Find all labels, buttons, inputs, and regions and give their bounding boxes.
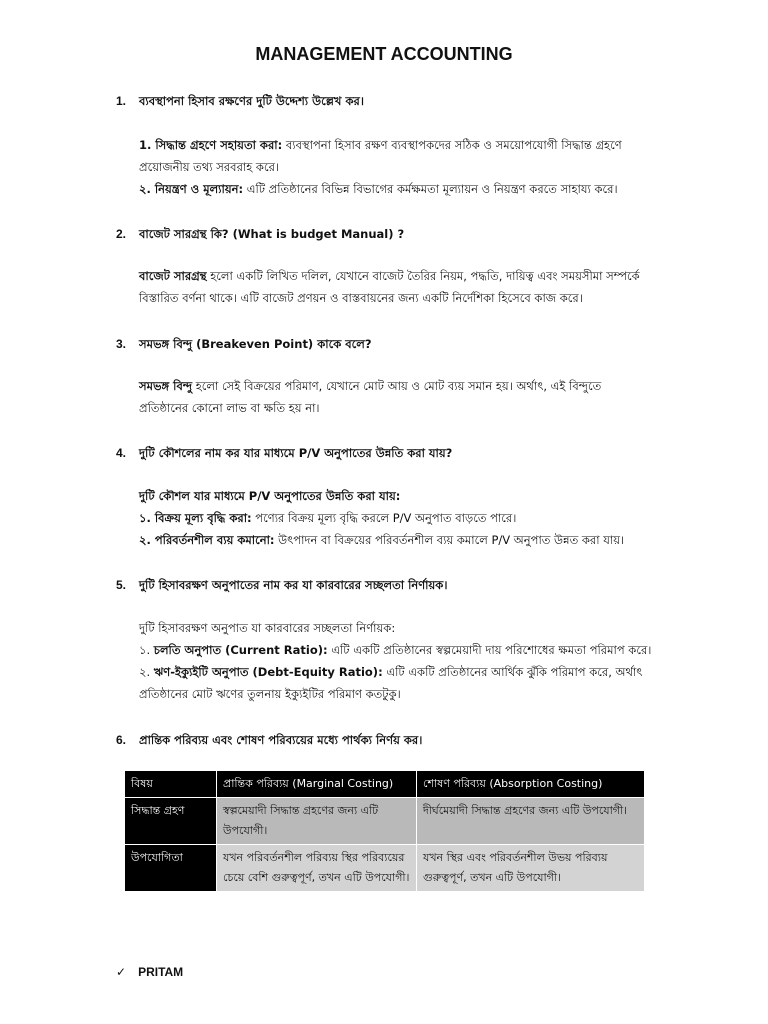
question-5: দুটি হিসাবরক্ষণ অনুপাতের নাম কর যা কারবারের সচ্ছলতা নির্ণায়ক। xyxy=(139,578,448,592)
question-number-6: 6. xyxy=(116,733,127,747)
table-header-marginal: প্রান্তিক পরিব্যয় (Marginal Costing) xyxy=(217,771,417,798)
answer-1-point-2-head: ২. নিয়ন্ত্রণ ও মূল্যায়ন: xyxy=(139,182,244,196)
answer-5-point-2-num: ২. xyxy=(139,665,154,679)
question-6: প্রান্তিক পরিব্যয় এবং শোষণ পরিব্যয়ের মধ্যে পার্থক্য নির্ণয় কর। xyxy=(139,733,423,747)
answer-5-point-2 xyxy=(139,661,679,683)
answer-4-intro: দুটি কৌশল যার মাধ্যমে P/V অনুপাতের উন্নতি করা যায়: xyxy=(139,489,401,503)
table-cell-absorption: যখন স্থির এবং পরিবর্তনশীল উভয় পরিব্যয় গুরুত্বপূর্ণ, তখন এটি উপযোগী। xyxy=(417,845,645,892)
question-number-5: 5. xyxy=(116,578,127,592)
table-cell-subject: সিদ্ধান্ত গ্রহণ xyxy=(125,798,217,845)
table-cell-absorption: দীর্ঘমেয়াদী সিদ্ধান্ত গ্রহণের জন্য এটি উপযোগী। xyxy=(417,798,645,845)
answer-5-intro: দুটি হিসাবরক্ষণ অনুপাত যা কারবারের সচ্ছলতা নির্ণায়ক: xyxy=(139,621,396,635)
question-1: ব্যবস্থাপনা হিসাব রক্ষণের দুটি উদ্দেশ্য উল্লেখ কর। xyxy=(139,94,364,108)
answer-5-point-2-head: ঋণ-ইক্যুইটি অনুপাত (Debt-Equity Ratio): xyxy=(153,665,383,679)
question-4: দুটি কৌশলের নাম কর যার মাধ্যমে P/V অনুপাতের উন্নতি করা যায়? xyxy=(139,446,453,460)
table-row xyxy=(125,798,645,845)
answer-3-line-1 xyxy=(139,375,679,397)
answer-5-point-1-head: চলতি অনুপাত (Current Ratio): xyxy=(153,643,328,657)
answer-4-point-2-head: ২. পরিবর্তনশীল ব্যয় কমানো: xyxy=(139,533,275,547)
answer-1-point-1-cont: প্রয়োজনীয় তথ্য সরবরাহ করে। xyxy=(139,160,280,174)
answer-3-line-2: প্রতিষ্ঠানের কোনো লাভ বা ক্ষতি হয় না। xyxy=(139,401,320,415)
answer-4-point-1-text: পণ্যের বিক্রয় মূল্য বৃদ্ধি করলে P/V অনুপাত বাড়তে পারে। xyxy=(251,511,517,525)
answer-2 xyxy=(139,265,679,309)
author-name: PRITAM xyxy=(138,965,184,979)
answer-4-point-1-head: ১. বিক্রয় মূল্য বৃদ্ধি করা: xyxy=(139,511,252,525)
question-number-4: 4. xyxy=(116,446,127,460)
answer-5-point-1-num: ১. xyxy=(139,643,154,657)
answer-2-text: হলো একটি লিখিত দলিল, যেখানে বাজেট তৈরির নিয়ম, পদ্ধতি, দায়িত্ব এবং সময়সীমা সম্পর্কে xyxy=(206,269,640,283)
answer-5 xyxy=(139,617,679,705)
question-3: সমভঙ্গ বিন্দু (Breakeven Point) কাকে বলে? xyxy=(139,337,372,351)
answer-1-point-1 xyxy=(139,134,679,156)
answer-2-line-1 xyxy=(139,265,679,287)
answer-5-point-2-cont: প্রতিষ্ঠানের মোট ঋণের তুলনায় ইক্যুইটির পরিমাণ কতটুকু। xyxy=(139,687,401,701)
answer-3-term: সমভঙ্গ বিন্দু xyxy=(139,379,193,393)
answer-1 xyxy=(139,134,679,200)
question-number-2: 2. xyxy=(116,227,127,241)
question-2: বাজেট সারগ্রন্থ কি? (What is budget Manual) ? xyxy=(139,227,405,241)
footer xyxy=(116,961,183,983)
comparison-table xyxy=(124,770,645,892)
answer-2-line-2: বিস্তারিত বর্ণনা থাকে। এটি বাজেট প্রণয়ন ও বাস্তবায়নের জন্য একটি নির্দেশিকা হিসেবে কাজ করে। xyxy=(139,291,583,305)
answer-1-point-1-text: ব্যবস্থাপনা হিসাব রক্ষণ ব্যবস্থাপকদের সঠিক ও সময়োপযোগী সিদ্ধান্ত গ্রহণে xyxy=(282,138,622,152)
answer-5-point-2-text: এটি একটি প্রতিষ্ঠানের আর্থিক ঝুঁকি পরিমাপ করে, অর্থাৎ xyxy=(382,665,643,679)
checkmark-icon: ✓ xyxy=(116,965,127,979)
answer-4-point-1 xyxy=(139,507,679,529)
answer-4-point-2-text: উৎপাদন বা বিক্রয়ের পরিবর্তনশীল ব্যয় কমালে P/V অনুপাত উন্নত করা যায়। xyxy=(274,533,625,547)
table-cell-marginal: যখন পরিবর্তনশীল পরিব্যয় স্থির পরিব্যয়ের চেয়ে বেশি গুরুত্বপূর্ণ, তখন এটি উপযোগী। xyxy=(217,845,417,892)
page-title: MANAGEMENT ACCOUNTING xyxy=(255,44,513,64)
answer-1-point-1-head: 1. সিদ্ধান্ত গ্রহণে সহায়তা করা: xyxy=(139,138,283,152)
question-number-3: 3. xyxy=(116,337,127,351)
table-header-row xyxy=(125,771,645,798)
table-header-subject: বিষয় xyxy=(125,771,217,798)
answer-5-point-1 xyxy=(139,639,679,661)
answer-4 xyxy=(139,485,679,551)
table-cell-marginal: স্বল্পমেয়াদী সিদ্ধান্ত গ্রহণের জন্য এটি উপযোগী। xyxy=(217,798,417,845)
answer-2-term: বাজেট সারগ্রন্থ xyxy=(139,269,207,283)
table-row xyxy=(125,845,645,892)
answer-4-point-2 xyxy=(139,529,679,551)
answer-3 xyxy=(139,375,679,419)
answer-5-point-1-text: এটি একটি প্রতিষ্ঠানের স্বল্পমেয়াদী দায় পরিশোধের ক্ষমতা পরিমাপ করে। xyxy=(327,643,652,657)
table-cell-subject: উপযোগিতা xyxy=(125,845,217,892)
answer-3-text: হলো সেই বিক্রয়ের পরিমাণ, যেখানে মোট আয় ও মোট ব্যয় সমান হয়। অর্থাৎ, এই বিন্দুতে xyxy=(192,379,602,393)
table-header-absorption: শোষণ পরিব্যয় (Absorption Costing) xyxy=(417,771,645,798)
question-number-1: 1. xyxy=(116,94,127,108)
answer-1-point-2 xyxy=(139,178,679,200)
answer-1-point-2-text: এটি প্রতিষ্ঠানের বিভিন্ন বিভাগের কর্মক্ষমতা মূল্যায়ন ও নিয়ন্ত্রণ করতে সাহায্য করে। xyxy=(243,182,618,196)
